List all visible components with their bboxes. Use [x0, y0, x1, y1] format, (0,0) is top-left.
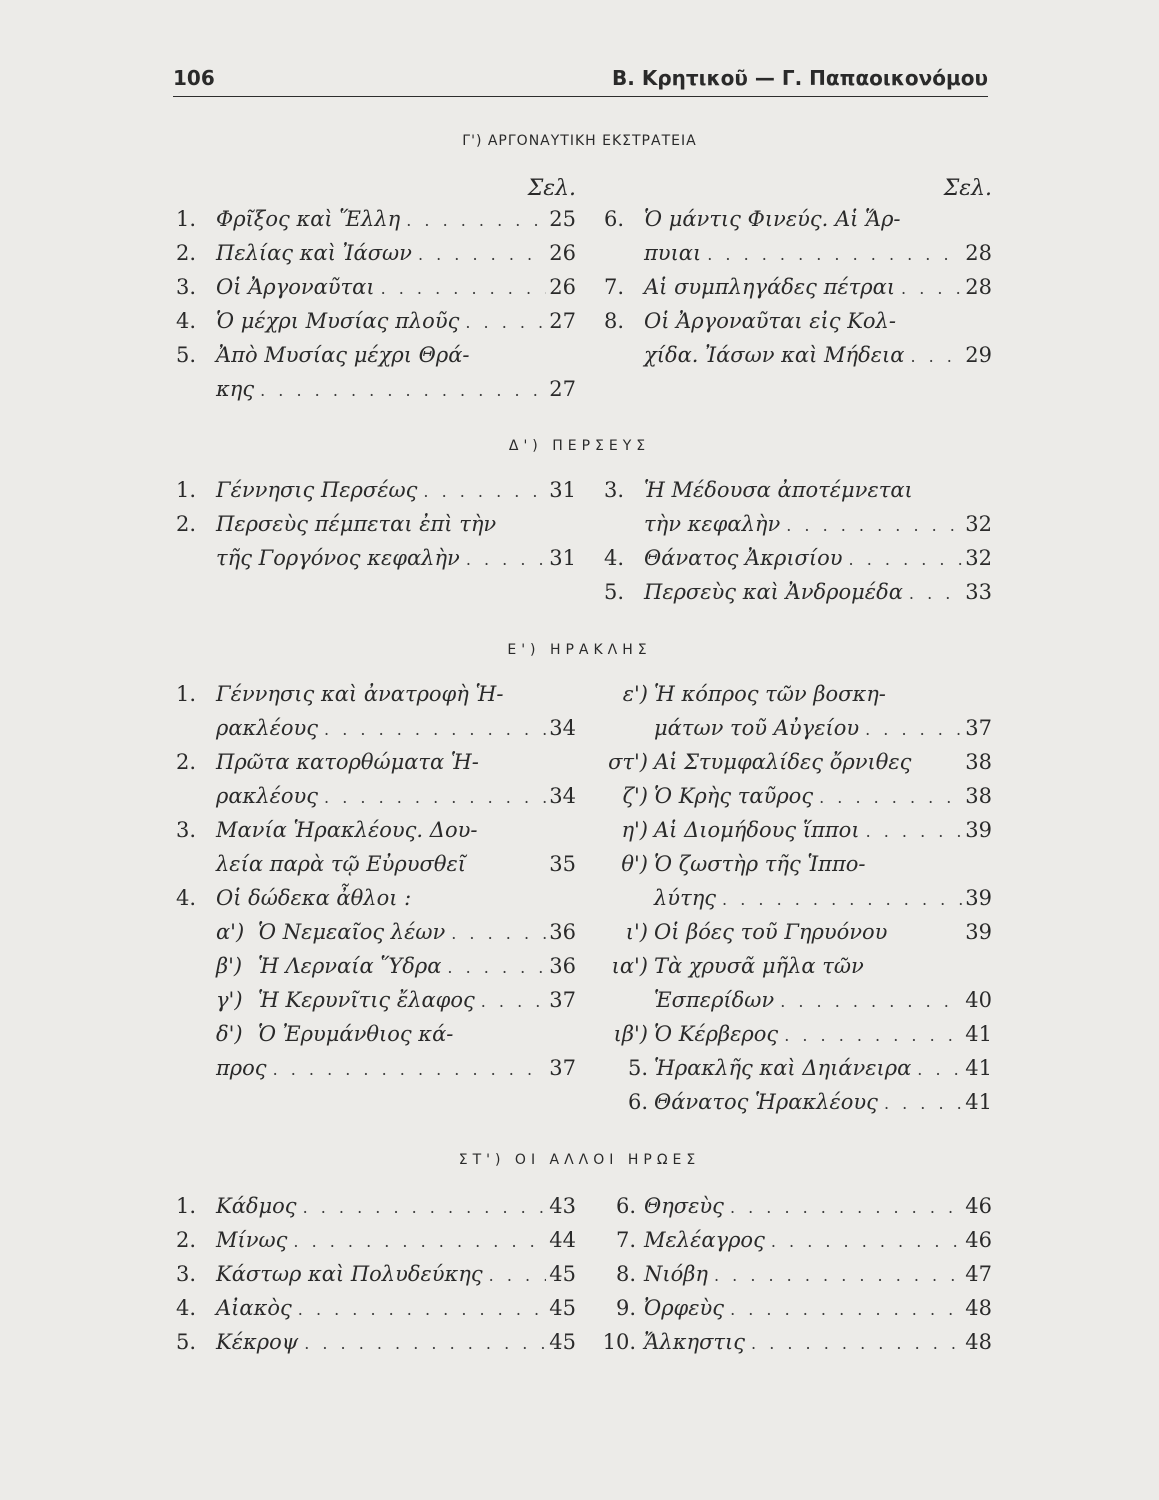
toc-entry: 8. Νιόβη . . . 47	[592, 1262, 992, 1296]
toc-entry: 1. Κάδμος . . . 43	[176, 1194, 576, 1228]
toc-entry: 2. Μίνως . . . 44	[176, 1228, 576, 1262]
toc-subentry: στ') Αἱ Στυμφαλίδες ὄρνιθες 38	[608, 750, 992, 774]
running-title: Β. Κρητικοῦ — Γ. Παπαοικονόμου	[612, 66, 988, 90]
toc-subentry: ιβ') Ὁ Κέρβερος . . . 41	[560, 1022, 992, 1056]
toc-entry-cont: τὴν κεφαλὴν . . . 32	[604, 512, 992, 546]
toc-entry: 1. Φρῖξος καὶ Ἕλλη . . . 25	[176, 207, 576, 241]
toc-entry: 4. Οἱ δώδεκα ἆθλοι :	[176, 886, 412, 910]
toc-subentry: ι') Οἱ βόες τοῦ Γηρυόνου 39	[625, 920, 992, 944]
toc-subentry: η') Αἱ Διομήδους ἵπποι . . . 39	[560, 818, 992, 852]
toc-entry: 1. Γέννησις Περσέως . . . 31	[176, 478, 576, 512]
toc-column-heroes-left	[176, 1194, 576, 1364]
toc-entry: 3. Οἱ Ἀργοναῦται . . . 26	[176, 275, 576, 309]
page-header	[173, 66, 988, 98]
toc-column-argonaut-left	[176, 176, 576, 411]
header-rule	[173, 96, 988, 97]
toc-entry: 4. Θάνατος Ἀκρισίου . . . 32	[604, 546, 992, 580]
toc-entry-cont: πυιαι . . . 28	[604, 241, 992, 275]
toc-entry: 6. Θάνατος Ἡρακλέους . . . 41	[560, 1090, 992, 1124]
toc-subentry-cont: λύτης . . . 39	[560, 886, 992, 920]
toc-entry: 5. Ἀπὸ Μυσίας μέχρι Θρά-	[176, 343, 470, 367]
toc-entry: 8. Οἱ Ἀργοναῦται εἰς Κολ-	[604, 309, 896, 333]
toc-column-perseus-left	[176, 478, 576, 580]
toc-entry: 4. Ὁ μέχρι Μυσίας πλοῦς . . . 27	[176, 309, 576, 343]
toc-entry: 5. Περσεὺς καὶ Ἀνδρομέδα . . . 33	[604, 580, 992, 614]
toc-column-heroes-right	[592, 1194, 992, 1364]
toc-entry-cont: ρακλέους . . . 34	[176, 716, 576, 750]
toc-entry: 7. Μελέαγρος . . . 46	[592, 1228, 992, 1262]
toc-entry-cont: χίδα. Ἰάσων καὶ Μήδεια . . . 29	[604, 343, 992, 377]
toc-entry-cont: ρακλέους . . . 34	[176, 784, 576, 818]
toc-entry: 1. Γέννησις καὶ ἀνατροφὴ Ἡ-	[176, 682, 504, 706]
page-label: Σελ.	[943, 176, 992, 201]
toc-entry: 5. Κέκροψ . . . 45	[176, 1330, 576, 1364]
toc-subentry: θ') Ὁ ζωστὴρ τῆς Ἱππο-	[621, 852, 866, 876]
toc-subentry: ια') Τὰ χρυσᾶ μῆλα τῶν	[611, 954, 864, 978]
page-number: 106	[173, 66, 215, 90]
section-title-heracles: Ε') ΗΡΑΚΛΗΣ	[507, 642, 652, 658]
toc-entry-cont: λεία παρὰ τῷ Εὐρυσθεῖ 35	[216, 852, 576, 876]
page-label: Σελ.	[527, 176, 576, 201]
toc-entry: 4. Αἰακὸς . . . 45	[176, 1296, 576, 1330]
toc-entry: 3. Ἡ Μέδουσα ἀποτέμνεται	[604, 478, 913, 502]
toc-entry: 2. Πρῶτα κατορθώματα Ἡ-	[176, 750, 479, 774]
toc-subentry: δ') Ὁ Ἐρυμάνθιος κά-	[216, 1022, 454, 1046]
toc-subentry: β') Ἡ Λερναία Ὕδρα . . . 36	[176, 954, 576, 988]
toc-column-heracles-right	[560, 682, 992, 1124]
toc-subentry-cont: μάτων τοῦ Αὐγείου . . . 37	[560, 716, 992, 750]
toc-entry: 2. Περσεὺς πέμπεται ἐπὶ τὴν	[176, 512, 497, 536]
toc-subentry: ζ') Ὁ Κρὴς ταῦρος . . . 38	[560, 784, 992, 818]
toc-entry: 6. Ὁ μάντις Φινεύς. Αἱ Ἅρ-	[604, 207, 901, 231]
toc-entry: 2. Πελίας καὶ Ἰάσων . . . 26	[176, 241, 576, 275]
toc-subentry: α') Ὁ Νεμεαῖος λέων . . . 36	[176, 920, 576, 954]
toc-entry: 5. Ἡρακλῆς καὶ Δηιάνειρα . . . 41	[560, 1056, 992, 1090]
toc-entry-cont: κης . . . 27	[176, 377, 576, 411]
section-title-perseus: Δ') ΠΕΡΣΕΥΣ	[508, 438, 651, 454]
toc-entry: 9. Ὀρφεὺς . . . 48	[592, 1296, 992, 1330]
toc-entry-cont: τῆς Γοργόνος κεφαλὴν . . . 31	[176, 546, 576, 580]
toc-subentry: ε') Ἡ κόπρος τῶν βοσκη-	[622, 682, 886, 706]
toc-entry: 10. Ἄλκηστις . . . 48	[592, 1330, 992, 1364]
toc-column-argonaut-right	[604, 176, 992, 377]
toc-subentry-cont: προς . . . 37	[176, 1056, 576, 1090]
toc-entry: 3. Κάστωρ καὶ Πολυδεύκης . . . 45	[176, 1262, 576, 1296]
toc-subentry-cont: Ἑσπερίδων . . . 40	[560, 988, 992, 1022]
toc-entry: 3. Μανία Ἡρακλέους. Δου-	[176, 818, 478, 842]
toc-column-perseus-right	[604, 478, 992, 614]
section-title-heroes: ΣΤ') ΟΙ ΑΛΛΟΙ ΗΡΩΕΣ	[458, 1152, 701, 1168]
section-title-argonaut: Γ') ΑΡΓΟΝΑΥΤΙΚΗ ΕΚΣΤΡΑΤΕΙΑ	[462, 133, 697, 149]
toc-entry: 6. Θησεὺς . . . 46	[592, 1194, 992, 1228]
toc-subentry: γ') Ἡ Κερυνῖτις ἔλαφος . . . 37	[176, 988, 576, 1022]
toc-column-heracles-left	[176, 682, 576, 1090]
toc-entry: 7. Αἱ συμπληγάδες πέτραι . . . 28	[604, 275, 992, 309]
